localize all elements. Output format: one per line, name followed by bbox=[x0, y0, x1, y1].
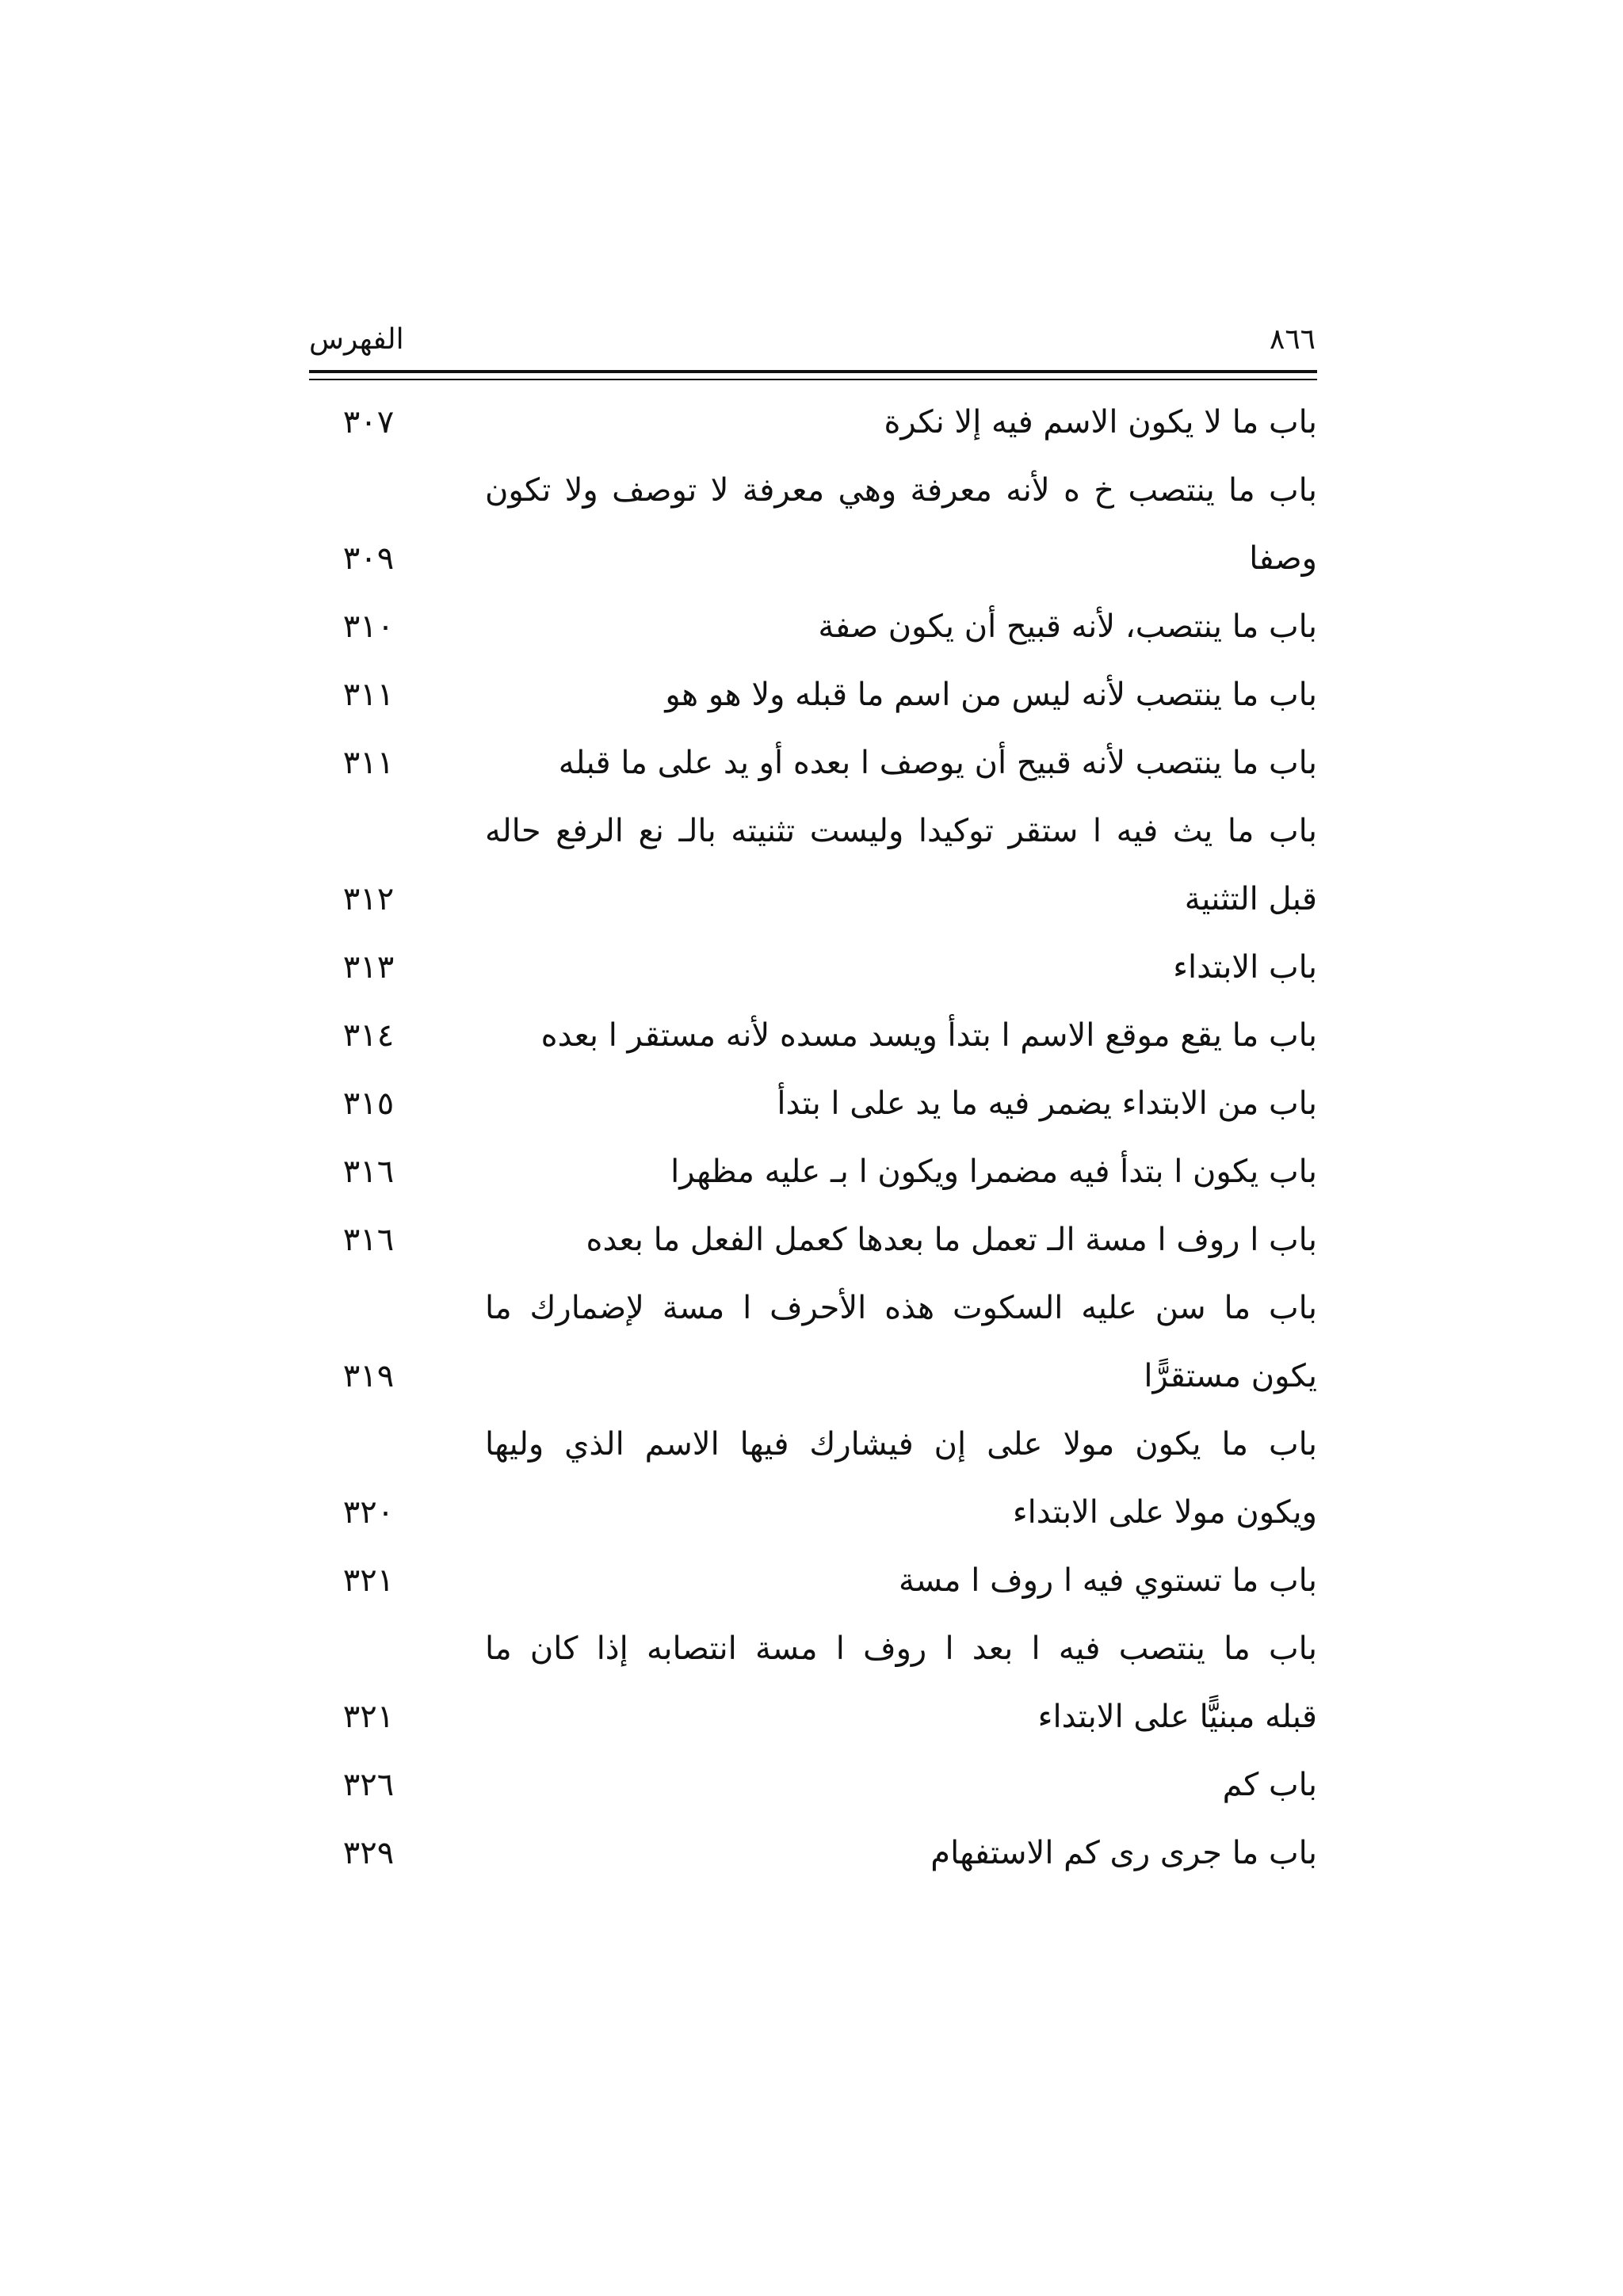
toc-entry-title-line: يكون مستقرًّا bbox=[1144, 1358, 1317, 1394]
toc-entry bbox=[309, 1819, 1317, 1887]
toc-entry bbox=[309, 1070, 1317, 1138]
toc-entry-title-line: قبله مبنيًّا على الابتداء bbox=[1037, 1699, 1317, 1735]
toc-entry bbox=[309, 593, 1317, 661]
toc-entry-title-line: باب ما يقع موقع الاسم ا بتدأ ويسد مسده لأنه مستقر ا بعده bbox=[540, 1017, 1317, 1054]
toc-entry-page-number: ٣٢١ bbox=[342, 1562, 395, 1599]
toc-entry-page-number: ٣٢١ bbox=[342, 1699, 395, 1735]
toc-entry-title bbox=[485, 729, 1317, 797]
toc-entry-page-number: ٣١٦ bbox=[342, 1222, 395, 1258]
toc-entry-title bbox=[485, 1751, 1317, 1819]
toc-entry-title-line: باب ما ينتصب، لأنه قبيح أن يكون صفة bbox=[818, 608, 1317, 645]
toc-entry-title-line: باب كم bbox=[1222, 1767, 1317, 1803]
toc-entry bbox=[309, 388, 1317, 456]
toc-entry-title-line: باب ما لا يكون الاسم فيه إلا نكرة bbox=[884, 404, 1317, 441]
toc-entry-title-line: باب من الابتداء يضمر فيه ما يد على ا بتدأ bbox=[777, 1085, 1317, 1122]
toc-entry-title bbox=[485, 1819, 1317, 1887]
toc-entry-title-line: وصفا bbox=[1249, 540, 1317, 577]
toc-entry-page-number: ٣١٣ bbox=[342, 949, 395, 986]
toc-entry-title-line: ويكون مولا على الابتداء bbox=[1012, 1494, 1317, 1531]
toc-entry-title bbox=[485, 1070, 1317, 1138]
toc-entry-title-line: باب ما سن عليه السكوت هذه الأحرف ا مسة لإضمارك ما bbox=[485, 1290, 1317, 1326]
page-header bbox=[309, 317, 1316, 364]
toc-entry bbox=[309, 1751, 1317, 1819]
toc-entry-title-line: باب ما ينتصب لأنه قبيح أن يوصف ا بعده أو يد على ما قبله bbox=[558, 745, 1317, 781]
toc-entry bbox=[309, 797, 1317, 933]
header-rule-thick bbox=[309, 370, 1317, 373]
toc-entry-title bbox=[485, 797, 1317, 933]
toc-entry bbox=[309, 1206, 1317, 1274]
toc-entry-title-line: باب ما تستوي فيه ا روف ا مسة bbox=[899, 1562, 1317, 1599]
toc-entry bbox=[309, 933, 1317, 1001]
toc-entry-page-number: ٣١٩ bbox=[342, 1358, 395, 1394]
toc-entry-page-number: ٣١٦ bbox=[342, 1154, 395, 1190]
toc-entry-page-number: ٣١٤ bbox=[342, 1017, 395, 1054]
toc-entry-title bbox=[485, 388, 1317, 456]
toc-entry-title-line: قبل التثنية bbox=[1184, 881, 1317, 917]
toc-entry-title-line: باب ما يكون مولا على إن فيشارك فيها الاسم الذي وليها bbox=[485, 1426, 1317, 1463]
toc-entry-page-number: ٣٢٦ bbox=[342, 1767, 395, 1803]
toc-entry-title bbox=[485, 661, 1317, 729]
toc-entry bbox=[309, 1138, 1317, 1206]
toc-entry-title-line: باب ا روف ا مسة الـ تعمل ما بعدها كعمل الفعل ما بعده bbox=[586, 1222, 1317, 1258]
toc-entry-title-line: باب ما ينتصب فيه ا بعد ا روف ا مسة انتصابه إذا كان ما bbox=[485, 1630, 1317, 1667]
toc-entry-page-number: ٣٢٠ bbox=[342, 1494, 395, 1531]
toc-entry-title bbox=[485, 1001, 1317, 1070]
header-rule-thin bbox=[309, 379, 1317, 380]
toc-entry bbox=[309, 1001, 1317, 1070]
toc-entry-page-number: ٣٠٧ bbox=[342, 404, 395, 441]
page-number: ٨٦٦ bbox=[1269, 323, 1316, 356]
toc-entry bbox=[309, 456, 1317, 593]
toc-entry-page-number: ٣١١ bbox=[342, 677, 395, 713]
toc-entry bbox=[309, 1274, 1317, 1410]
toc-entry-page-number: ٣١٠ bbox=[342, 608, 395, 645]
toc-entry bbox=[309, 1547, 1317, 1615]
toc-entry-page-number: ٣١٥ bbox=[342, 1085, 395, 1122]
toc-entry bbox=[309, 1410, 1317, 1547]
toc-entry bbox=[309, 729, 1317, 797]
toc-entry-title-line: باب يكون ا بتدأ فيه مضمرا ويكون ا بـ عليه مظهرا bbox=[670, 1154, 1317, 1190]
toc-entry-title bbox=[485, 456, 1317, 593]
toc-entry-title bbox=[485, 1274, 1317, 1410]
toc-entry-page-number: ٣٠٩ bbox=[342, 540, 395, 577]
running-title: الفهرس bbox=[309, 323, 404, 356]
toc-entry-title-line: باب الابتداء bbox=[1173, 949, 1317, 986]
toc-entry-title bbox=[485, 1547, 1317, 1615]
toc-entry-title bbox=[485, 1615, 1317, 1751]
toc-entry-title bbox=[485, 1206, 1317, 1274]
toc-entry-title-line: باب ما ينتصب لأنه ليس من اسم ما قبله ولا هو هو bbox=[665, 677, 1317, 713]
toc-entry-title bbox=[485, 593, 1317, 661]
toc-entry-title-line: باب ما ينتصب خ ه لأنه معرفة وهي معرفة لا توصف ولا تكون bbox=[485, 472, 1317, 509]
toc-entry-title bbox=[485, 1410, 1317, 1547]
toc-entry-title bbox=[485, 933, 1317, 1001]
toc-entry-title bbox=[485, 1138, 1317, 1206]
toc-entry bbox=[309, 661, 1317, 729]
toc-entry-page-number: ٣٢٩ bbox=[342, 1835, 395, 1871]
toc-entry-page-number: ٣١١ bbox=[342, 745, 395, 781]
toc-entry-title-line: باب ما يث فيه ا ستقر توكيدا وليست تثنيته بالـ نع الرفع حاله bbox=[485, 813, 1317, 849]
toc-entry-page-number: ٣١٢ bbox=[342, 881, 395, 917]
toc-entry-title-line: باب ما جرى رى كم الاستفهام bbox=[930, 1835, 1317, 1871]
toc-entry bbox=[309, 1615, 1317, 1751]
